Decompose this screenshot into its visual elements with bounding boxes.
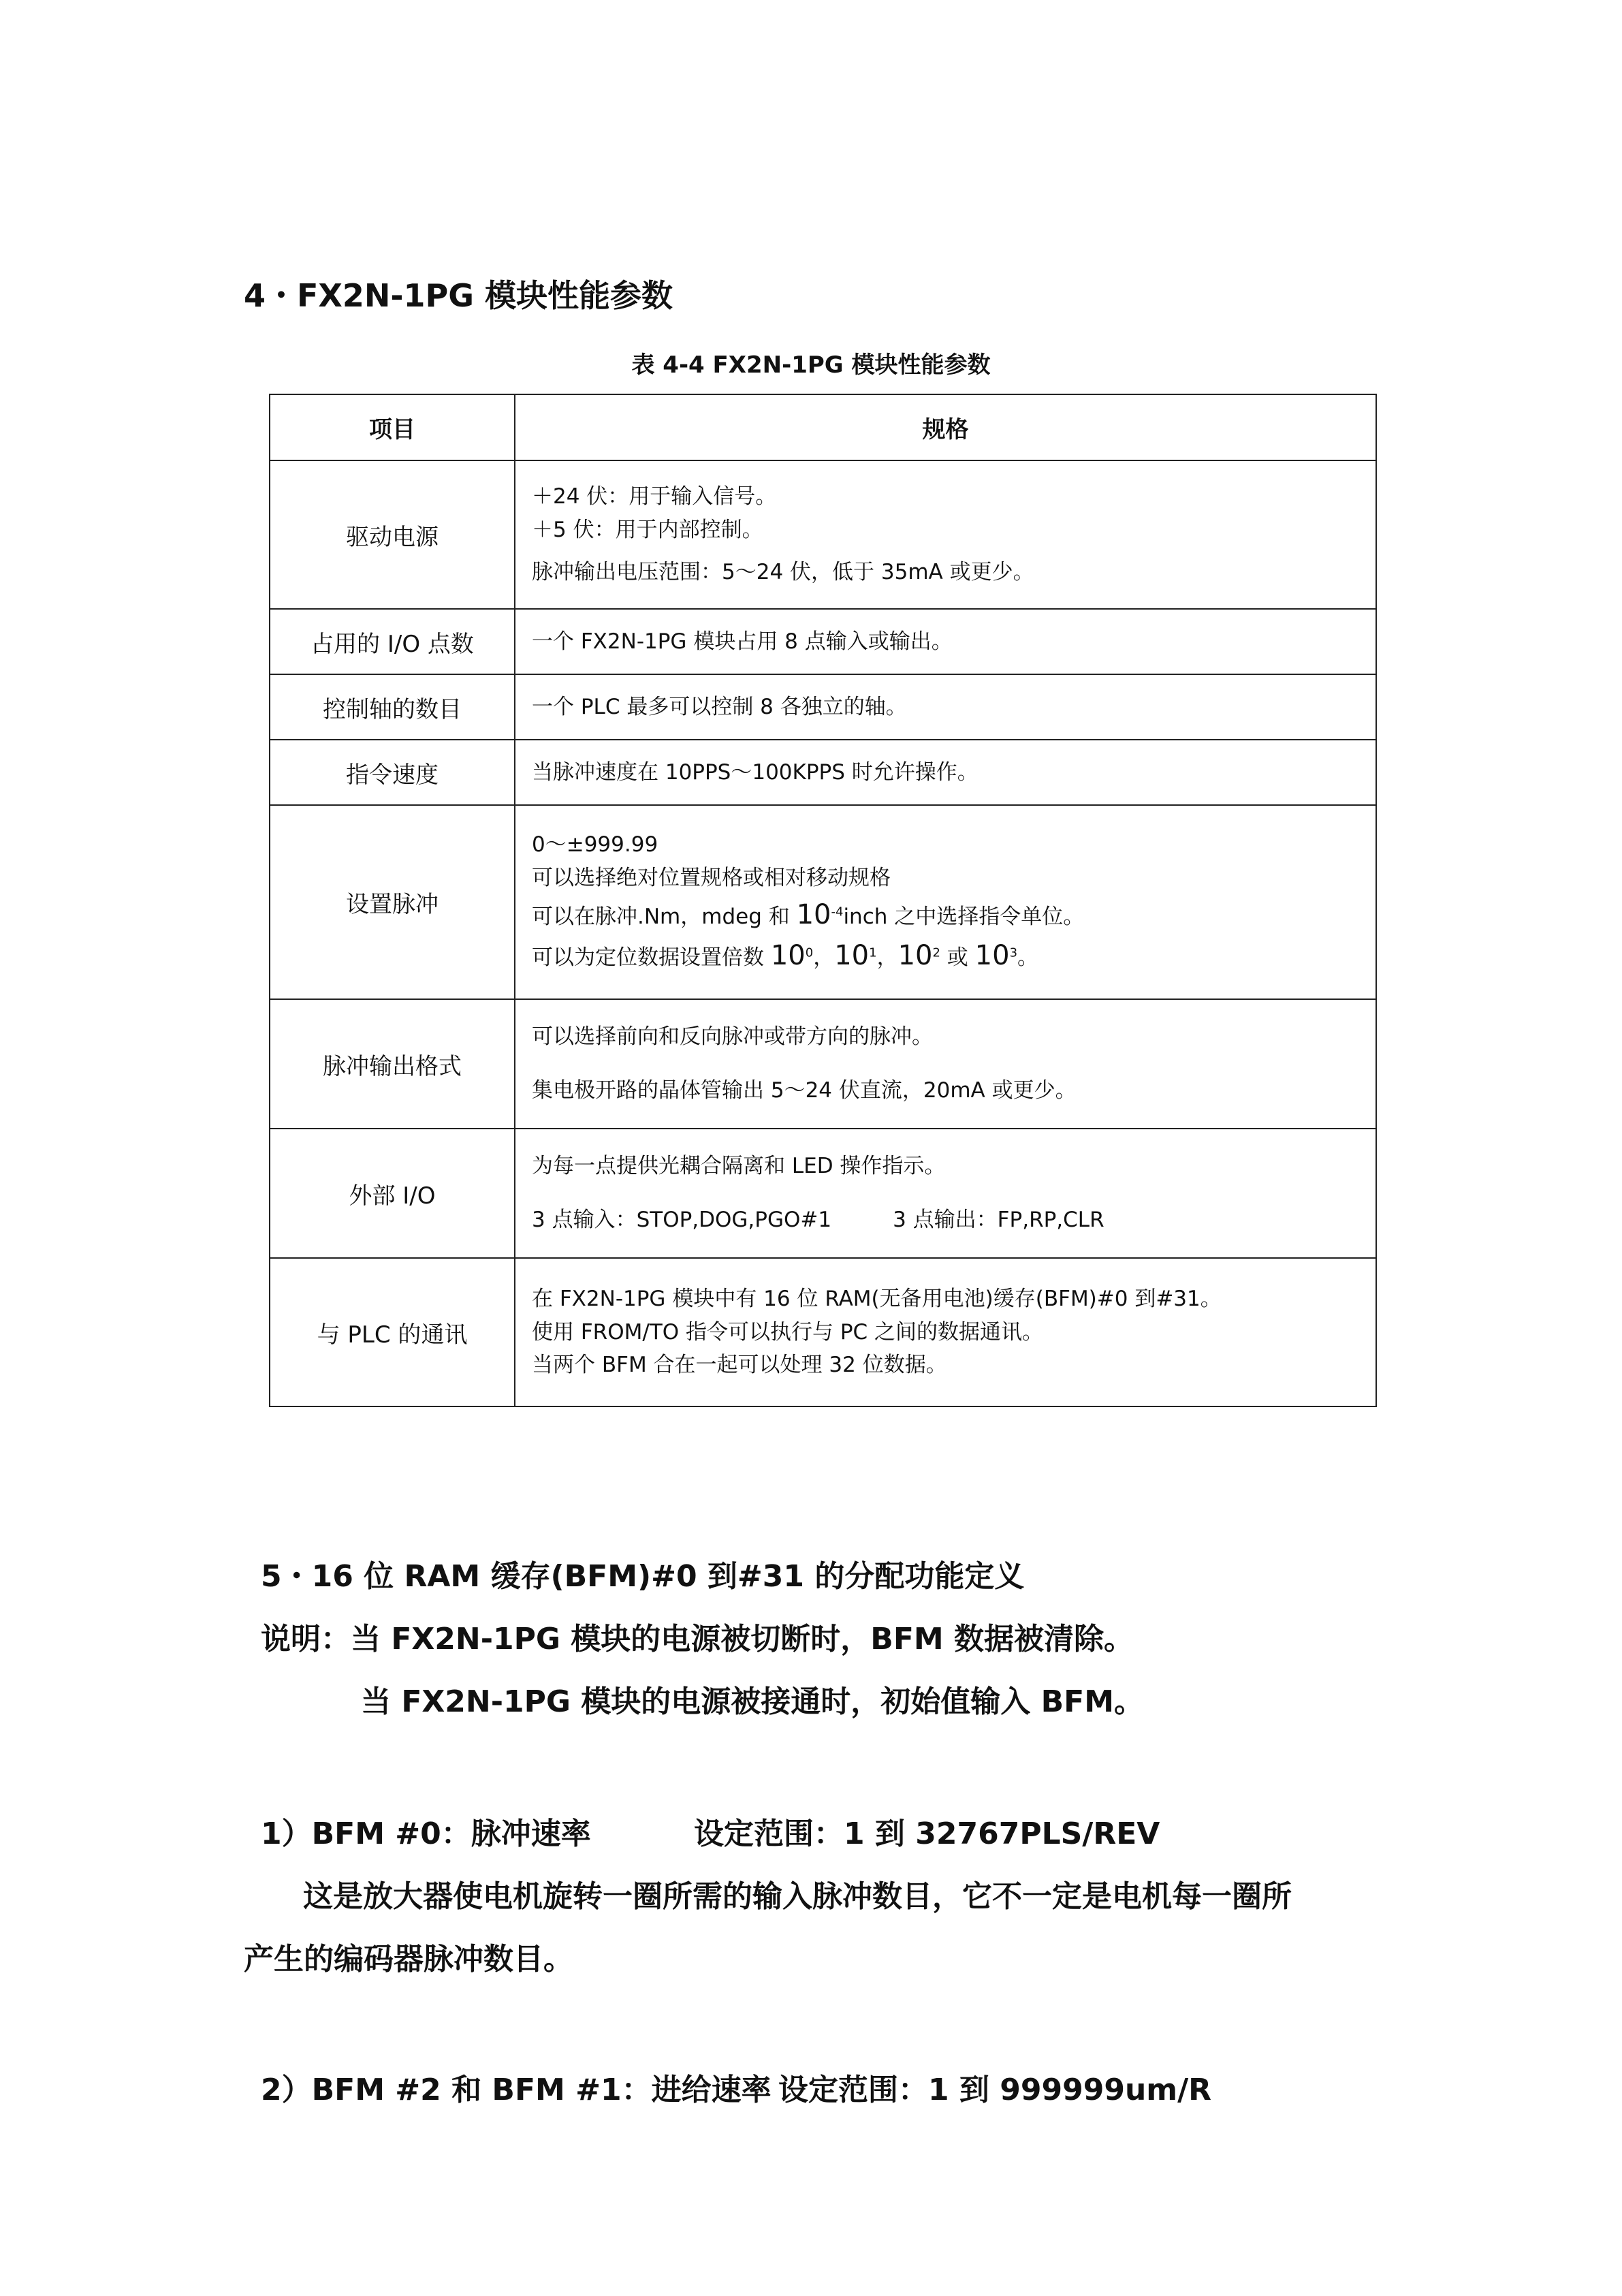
table-row [270, 805, 1376, 999]
spec-line: 0～±999.99 [532, 832, 658, 857]
row-spec [515, 1258, 1376, 1406]
spec-line: 可以选择前向和反向脉冲或带方向的脉冲。 [532, 1024, 933, 1050]
table-caption: 表 4-4 FX2N-1PG 模块性能参数 [631, 351, 991, 379]
bfm0-description-1: 这是放大器使电机旋转一圈所需的输入脉冲数目，它不一定是电机每一圈所 [303, 1879, 1292, 1914]
row-spec [515, 609, 1376, 674]
header-item: 项目 [270, 394, 515, 460]
table-row [270, 1258, 1376, 1406]
header-spec: 规格 [515, 394, 1376, 460]
section-5-heading: 5・16 位 RAM 缓存(BFM)#0 到#31 的分配功能定义 [261, 1559, 1025, 1594]
bfm0-range: 设定范围：1 到 32767PLS/REV [694, 1817, 1160, 1851]
row-label: 与 PLC 的通讯 [270, 1258, 515, 1406]
row-label: 脉冲输出格式 [270, 999, 515, 1129]
performance-table [269, 394, 1377, 1407]
spec-line: ＋5 伏：用于内部控制。 [532, 517, 763, 542]
row-label: 占用的 I/O 点数 [270, 609, 515, 674]
bfm1-2-line [261, 2065, 1212, 2109]
row-label: 指令速度 [270, 740, 515, 805]
row-label: 设置脉冲 [270, 805, 515, 999]
spec-line-unit: 可以在脉冲.Nm，mdeg 和 $10^{-4}inch$ 之中选择指令单位。 [532, 899, 1085, 931]
table-row [270, 1129, 1376, 1258]
row-spec [515, 805, 1376, 999]
spec-line: 集电极开路的晶体管输出 5～24 伏直流，20mA 或更少。 [532, 1078, 1077, 1103]
spec-line: ＋24 伏：用于输入信号。 [532, 484, 777, 509]
spec-line: 脉冲输出电压范围：5～24 伏，低于 35mA 或更少。 [532, 560, 1034, 585]
note-line-2: 当 FX2N-1PG 模块的电源被接通时，初始值输入 BFM。 [361, 1684, 1144, 1719]
row-label: 驱动电源 [270, 460, 515, 609]
row-spec [515, 999, 1376, 1129]
spec-line-multiplier: 可以为定位数据设置倍数 $10^0$，$10^1$，$10^2$ 或 $10^3$。 [532, 940, 1039, 972]
table-row [270, 999, 1376, 1129]
input-points: 3 点输入：STOP,DOG,PGO#1 [532, 1208, 832, 1232]
bfm1-2-range: 设定范围：1 到 999999um/R [778, 2073, 1212, 2107]
spec-line-io [532, 1207, 1375, 1233]
table-header-row [270, 394, 1376, 460]
spec-line: 一个 PLC 最多可以控制 8 各独立的轴。 [532, 694, 907, 719]
row-spec [515, 460, 1376, 609]
spec-line: 可以选择绝对位置规格或相对移动规格 [532, 865, 891, 890]
spec-line: 为每一点提供光耦合隔离和 LED 操作指示。 [532, 1154, 946, 1179]
table-row [270, 460, 1376, 609]
spec-line: 当脉冲速度在 10PPS～100KPPS 时允许操作。 [532, 759, 979, 785]
spec-line: 一个 FX2N-1PG 模块占用 8 点输入或输出。 [532, 629, 953, 654]
note-line-1: 说明：当 FX2N-1PG 模块的电源被切断时，BFM 数据被清除。 [261, 1622, 1134, 1656]
bfm0-label: 1）BFM #0：脉冲速率 [261, 1817, 591, 1851]
spec-line: 使用 FROM/TO 指令可以执行与 PC 之间的数据通讯。 [532, 1319, 1044, 1344]
table-row [270, 674, 1376, 740]
row-spec [515, 740, 1376, 805]
spec-line: 在 FX2N-1PG 模块中有 16 位 RAM(无备用电池)缓存(BFM)#0 到#31。 [532, 1286, 1222, 1311]
row-label: 外部 I/O [270, 1129, 515, 1258]
section-4-heading: 4・FX2N-1PG 模块性能参数 [244, 277, 673, 314]
row-spec [515, 674, 1376, 740]
bfm0-description-2: 产生的编码器脉冲数目。 [244, 1942, 573, 1977]
row-label: 控制轴的数目 [270, 674, 515, 740]
spec-line: 当两个 BFM 合在一起可以处理 32 位数据。 [532, 1353, 947, 1378]
table-row [270, 740, 1376, 805]
bfm0-line [261, 1809, 1160, 1853]
bfm1-2-label: 2）BFM #2 和 BFM #1：进给速率 [261, 2073, 772, 2107]
output-points: 3 点输出：FP,RP,CLR [893, 1208, 1104, 1232]
table-row [270, 609, 1376, 674]
row-spec [515, 1129, 1376, 1258]
